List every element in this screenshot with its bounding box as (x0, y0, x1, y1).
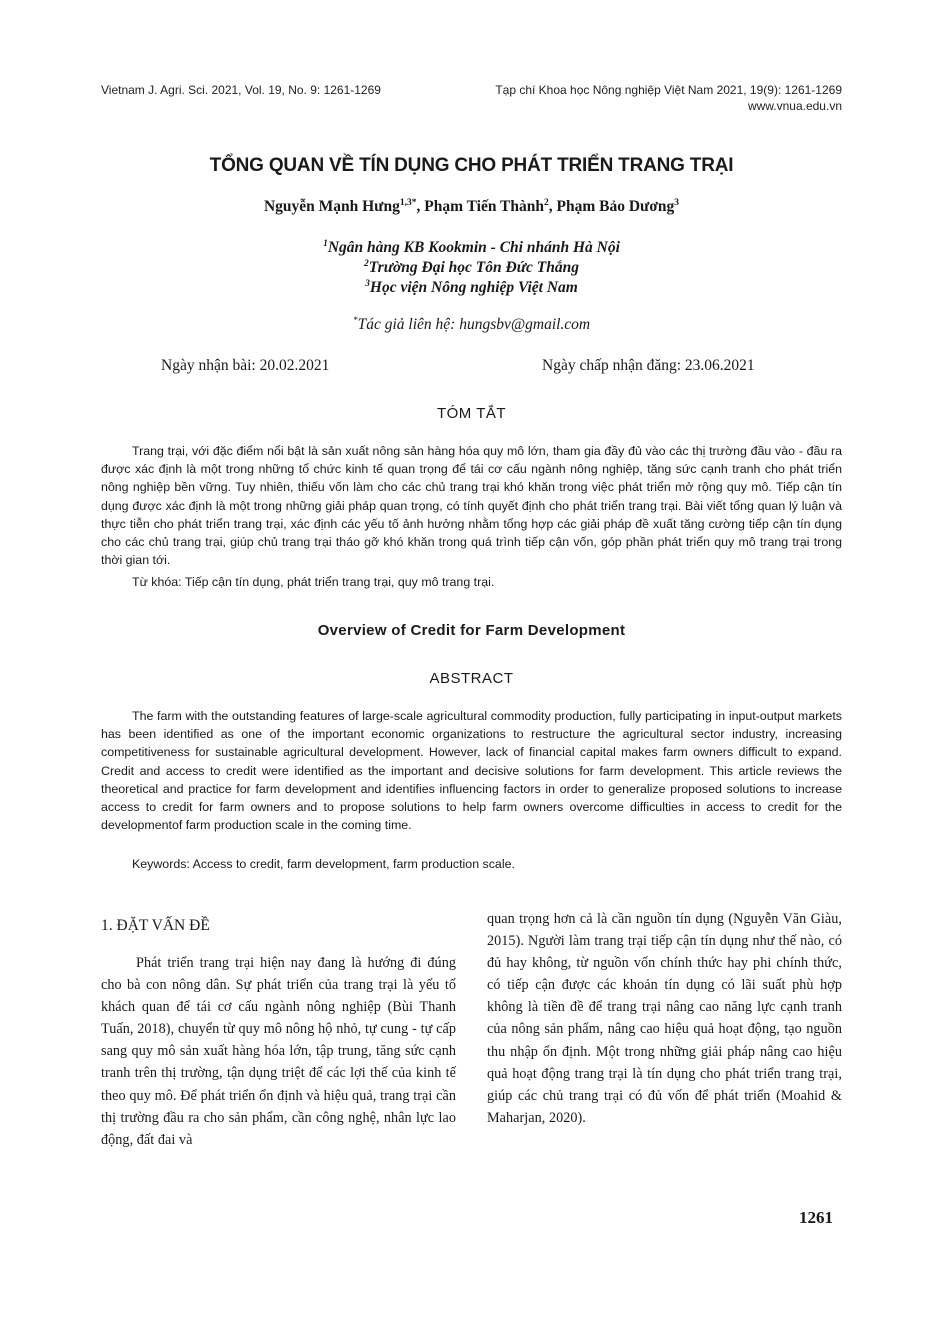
journal-website: www.vnua.edu.vn (747, 99, 842, 113)
affiliation-text: Học viện Nông nghiệp Việt Nam (369, 279, 578, 296)
corresponding-mark: * (352, 315, 358, 326)
author-name: Nguyễn Mạnh Hưng (263, 198, 400, 215)
english-title: Overview of Credit for Farm Development (317, 622, 626, 639)
en-abstract-heading: ABSTRACT (429, 670, 514, 687)
section-heading: 1. ĐẶT VẤN ĐỀ (101, 917, 210, 934)
journal-citation-vi-line1: Tạp chí Khoa học Nông nghiệp Việt Nam 2021, 19(9): 1261-1269 (495, 83, 842, 97)
author-superscript: 1,3* (399, 197, 417, 208)
journal-citation-en: Vietnam J. Agri. Sci. 2021, Vol. 19, No. 9: 1261-1269 (101, 83, 381, 97)
affiliation-number: 3 (365, 278, 370, 289)
corresponding-author (0, 316, 943, 334)
author-separator: , (416, 198, 425, 215)
vi-keywords: Từ khóa: Tiếp cận tín dụng, phát triển trang trại, quy mô trang trại. (132, 575, 495, 589)
vi-abstract-heading: TÓM TẮT (436, 405, 507, 422)
author-superscript: 2 (544, 197, 549, 208)
author-name: Phạm Tiến Thành (424, 198, 544, 215)
author-separator: , (548, 198, 557, 215)
corresponding-text: Tác giả liên hệ: hungsbv@gmail.com (357, 316, 591, 333)
affiliation-number: 1 (323, 238, 328, 249)
body-right-column: quan trọng hơn cả là cần nguồn tín dụng (Nguyễn Văn Giàu, 2015). Người làm trang trại tiếp cận tín dụng như thế nào, có đủ hay không, từ nguồn vốn chính thức hay phi chính thức, có tiếp cận được các khoản tín dụng có lãi suất phù hợp không là tiền đề để trang trại nâng cao năng lực cạnh tranh của nông sản phẩm, nâng cao hiệu quả hoạt động, tạo nguồn thu nhập ổn định. Một trong những giải pháp nâng cao hiệu quả hoạt động trang trại là tín dụng cho phát triển trang trại, giúp các chủ trang trại có đủ vốn để phát triển (Moahid & Maharjan, 2020). (487, 911, 842, 1126)
accepted-date: Ngày chấp nhận đăng: 23.06.2021 (542, 357, 755, 374)
author-superscript: 3 (674, 197, 680, 208)
vi-abstract-body: Trang trại, với đặc điểm nổi bật là sản xuất nông sản hàng hóa quy mô lớn, tham gia đầy đủ vào các thị trường đầu vào - đầu ra được xác định là một trong những tổ chức kinh tế quan trọng để tái cơ cấu ngành nông nghiệp, tăng sức cạnh tranh cho phát triển nông nghiệp bền vững. Tuy nhiên, thiếu vốn làm cho các chủ trang trại khó khăn trong việc phát triển mở rộng quy mô. Tiếp cận tín dụng được xác định là một trong những giải pháp quan trọng, có tính quyết định cho phát triển trang trại. Bài viết tổng quan lý luận và thực tiễn cho phát triển trang trại, xác định các yếu tố ảnh hưởng nhằm tổng hợp các giải pháp đề xuất tăng cường tiếp cận tín dụng cho các chủ trang trại, giúp chủ trang trại tháo gỡ khó khăn trong quá trình tiếp cận vốn, góp phần phát triển quy mô trang trại trong thời gian tới. (101, 444, 842, 568)
paper-title: TỔNG QUAN VỀ TÍN DỤNG CHO PHÁT TRIỂN TRANG TRẠI (209, 155, 734, 176)
affiliation (0, 239, 943, 257)
affiliation (0, 279, 943, 297)
page-number: 1261 (799, 1208, 833, 1227)
body-left-column: Phát triển trang trại hiện nay đang là hướng đi đúng cho bà con nông dân. Sự phát triển của trang trại là yếu tố khách quan để tái cơ cấu ngành nông nghiệp (Bùi Thanh Tuấn, 2018), chuyển từ quy mô nông hộ nhỏ, tự cung - tự cấp sang quy mô sản xuất hàng hóa lớn, tập trung, tăng sức cạnh tranh trên thị trường, tận dụng triệt để các lợi thế của kinh tế theo quy mô. Để phát triển ổn định và hiệu quả, trang trại cần thị trường đầu ra cho sản phẩm, cần công nghệ, nhân lực lao động, đất đai và (101, 955, 456, 1148)
author-list (0, 198, 943, 216)
affiliation-number: 2 (364, 258, 369, 269)
en-abstract-body: The farm with the outstanding features of large-scale agricultural commodity production, fully participating in input-output markets has been identified as one of the important economic organizations to restructure the agricultural sector industry, increasing competitiveness for sustainable agricultural development. However, lack of financial capital makes farm owners difficult to expand. Credit and access to credit were identified as the important and decisive solutions for farm development. This article reviews the theoretical and practice for farm development and identifies influencing factors in order to generalize proposed solutions to increase access to credit for farm owners and to propose solutions to help farm owners overcome difficulties in access to credit for the developmentof farm production scale in the coming time. (101, 709, 842, 833)
en-keywords: Keywords: Access to credit, farm development, farm production scale. (132, 857, 515, 871)
author-name: Phạm Bảo Dương (556, 198, 675, 215)
journal-citation-vi (495, 82, 842, 114)
affiliation (0, 259, 943, 277)
affiliation-text: Ngân hàng KB Kookmin - Chi nhánh Hà Nội (327, 239, 620, 256)
received-date: Ngày nhận bài: 20.02.2021 (161, 357, 330, 374)
affiliation-text: Trường Đại học Tôn Đức Thắng (368, 259, 579, 276)
